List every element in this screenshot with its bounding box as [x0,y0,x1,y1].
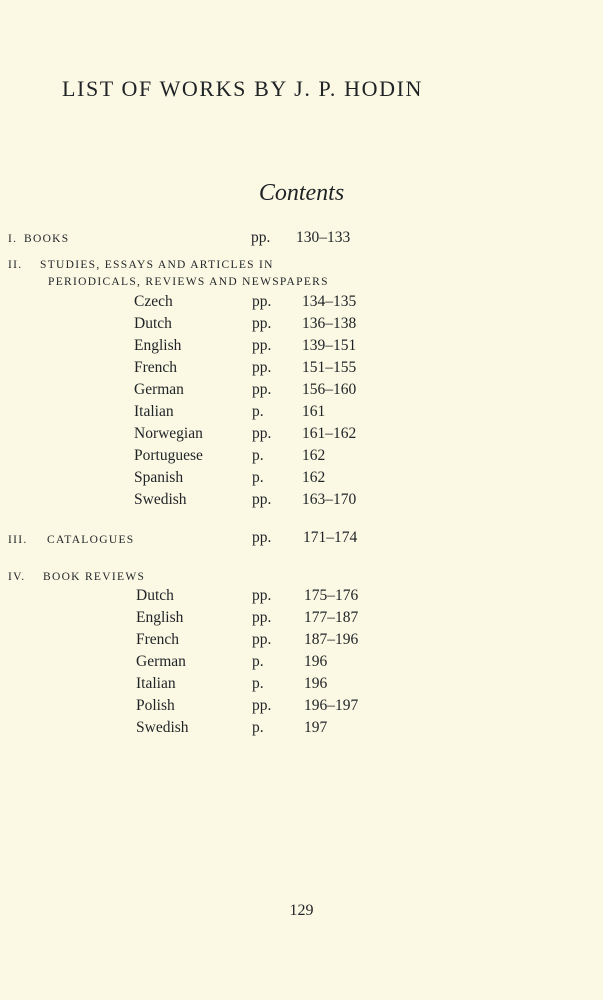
page-abbrev: pp. [252,697,272,714]
page-abbrev: pp. [252,293,272,310]
page-abbrev: pp. [252,587,272,604]
language-label: Swedish [134,491,187,508]
page-abbrev: p. [252,653,264,670]
page-range: 196 [304,675,328,692]
section-title-books: BOOKS [24,233,70,245]
page-abbrev: pp. [252,609,272,626]
page-range: 196–197 [304,697,359,714]
page-range: 163–170 [302,491,357,508]
page-title: LIST OF WORKS BY J. P. HODIN [62,76,423,101]
page-range: 177–187 [304,609,359,626]
language-label: Dutch [136,587,174,604]
page-abbrev: p. [252,447,264,464]
language-label: German [136,653,186,670]
language-label: English [134,337,182,354]
page-abbrev: p. [252,675,264,692]
page-abbrev: p. [252,719,264,736]
page-abbrev: p. [252,403,264,420]
page-abbrev: pp. [252,315,272,332]
language-label: Italian [134,403,174,420]
page-number: 129 [289,902,314,919]
page-abbrev: pp. [252,631,272,648]
section-numeral-iii: III. [8,534,28,546]
language-label: Portuguese [134,447,203,464]
language-label: Dutch [134,315,172,332]
page-abbrev: pp. [252,337,272,354]
language-label: English [136,609,184,626]
page-range: 156–160 [302,381,357,398]
language-label: Norwegian [134,425,203,442]
page-abbrev: pp. [252,359,272,376]
language-label: French [136,631,180,648]
page-abbrev: pp. [252,425,272,442]
page-range: 196 [304,653,328,670]
page-range: 134–135 [302,293,357,310]
page-abbrev: pp. [251,229,271,246]
language-label: French [134,359,178,376]
language-label: Spanish [134,469,184,486]
language-label: German [134,381,184,398]
section-numeral-ii: II. [8,259,23,271]
page-range: 197 [304,719,328,736]
section-title-catalogues: CATALOGUES [47,534,135,546]
section-title-studies-line2: PERIODICALS, REVIEWS AND NEWSPAPERS [48,276,329,288]
language-label: Czech [134,293,173,310]
page-range: 139–151 [302,337,357,354]
page-range: 161–162 [302,425,357,442]
contents-heading: Contents [258,180,345,206]
page-abbrev: p. [252,469,264,486]
page-range: 175–176 [304,587,359,604]
section-numeral-i: I. [8,233,18,245]
page-range: 136–138 [302,315,357,332]
section-title-book-reviews: BOOK REVIEWS [43,571,146,583]
page-abbrev: pp. [252,381,272,398]
section-numeral-iv: IV. [8,571,26,583]
section-title-studies-line1: STUDIES, ESSAYS AND ARTICLES IN [40,259,274,271]
page-range: 162 [302,469,326,486]
page-range: 151–155 [302,359,357,376]
language-label: Polish [136,697,175,714]
page-range: 161 [302,403,326,420]
page-abbrev: pp. [252,529,272,546]
page-range: 171–174 [303,529,358,546]
language-label: Italian [136,675,176,692]
page-range: 130–133 [296,229,351,246]
page-range: 162 [302,447,326,464]
page-abbrev: pp. [252,491,272,508]
language-label: Swedish [136,719,189,736]
page-range: 187–196 [304,631,359,648]
